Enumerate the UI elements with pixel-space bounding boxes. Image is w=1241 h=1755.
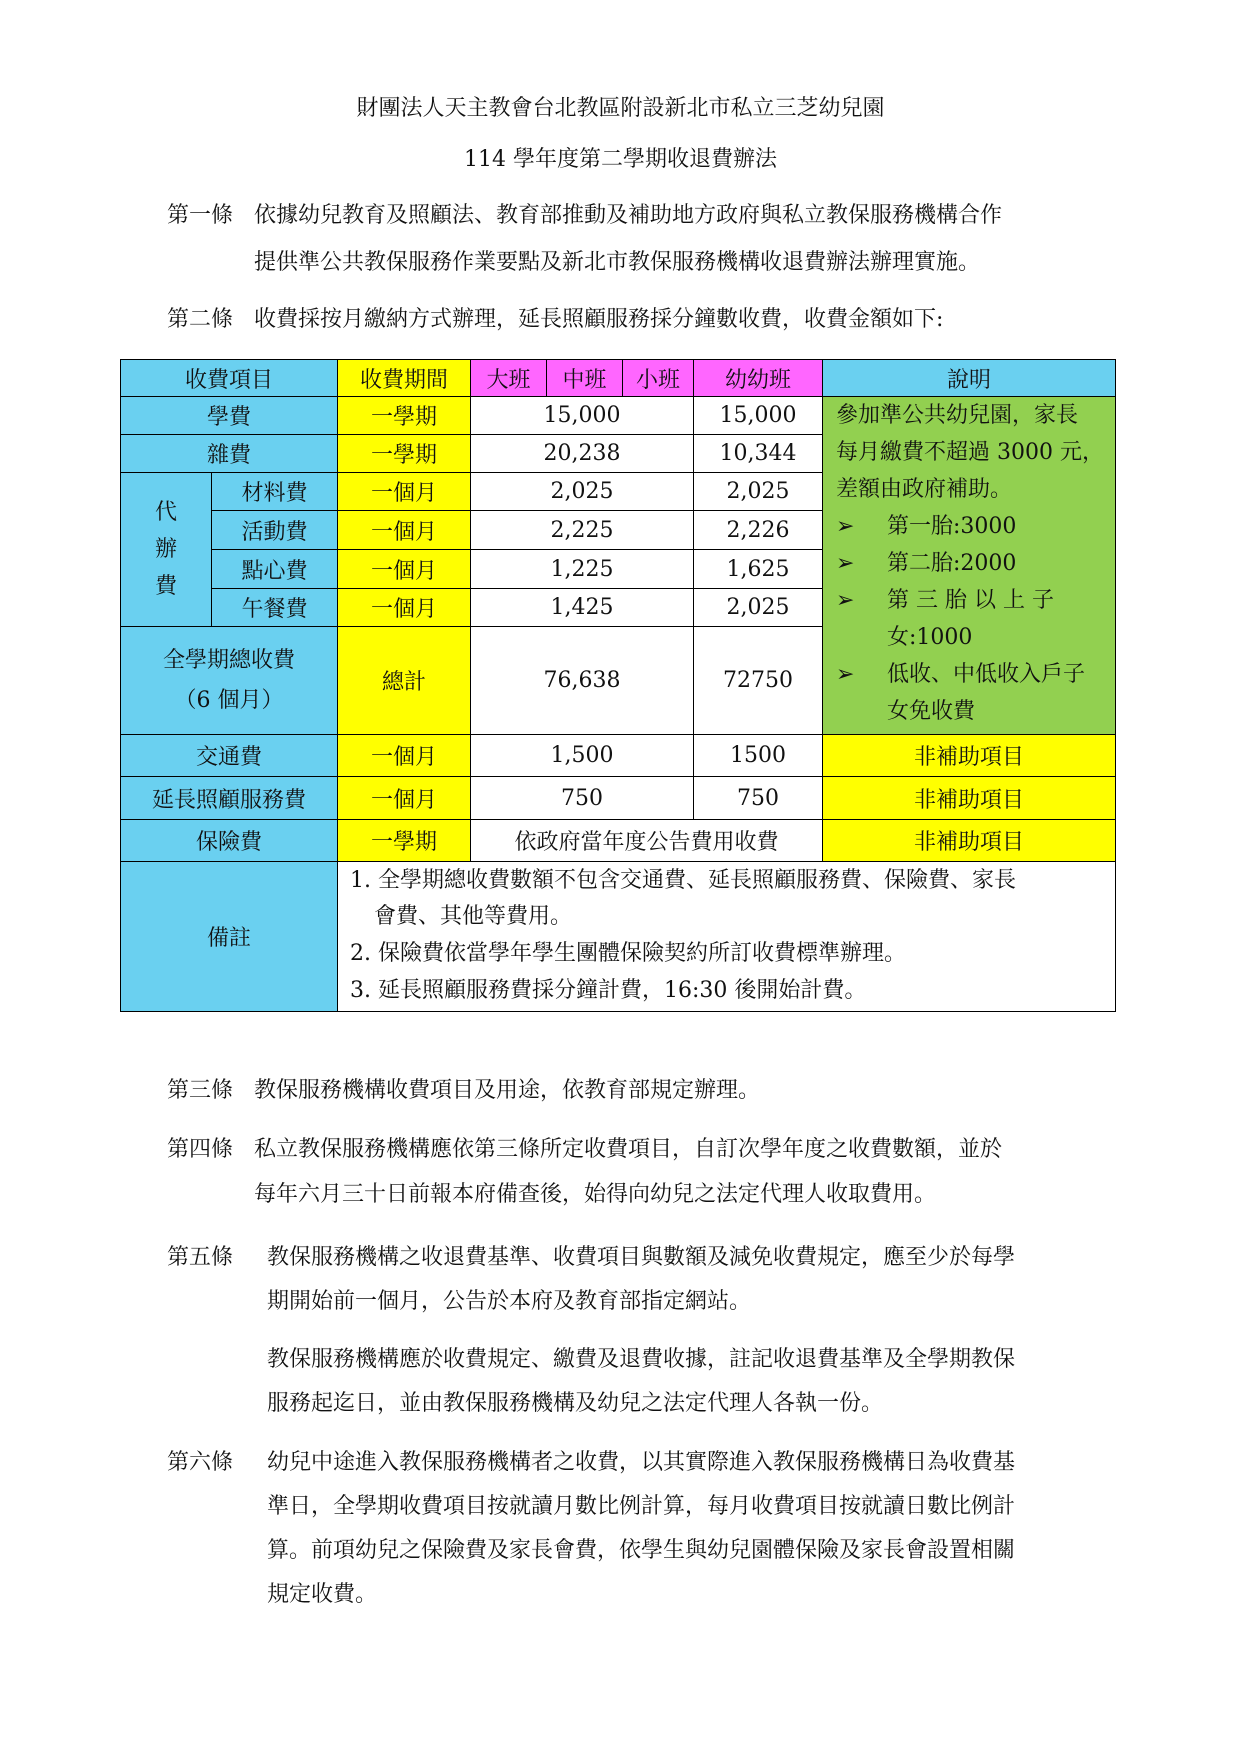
article-6-line4: 規定收費。 [267,1582,378,1607]
daiban-char-1: 代 [154,500,177,525]
arrow-bullet-icon: ➢ [836,551,855,576]
row-transport-amount-a: 1,500 [470,734,694,777]
total-label-line1: 全學期總收費 [162,647,295,673]
desc-bullet1: 第一胎:3000 [887,514,1017,539]
row-daiban-label [120,472,212,627]
desc-line2: 每月繳費不超過 3000 元， [836,440,1104,465]
row-insurance-period: 一學期 [337,819,471,862]
row-total-label [120,626,338,735]
header-big-class: 大班 [470,359,547,397]
row-material-period: 一個月 [337,472,471,511]
arrow-bullet-icon: ➢ [836,588,855,613]
article-2-label: 第二條 [167,307,234,332]
row-total-amount-b: 72750 [693,626,823,735]
remark-1a: 1. 全學期總收費數額不包含交通費、延長照顧服務費、保險費、家長 [350,868,1016,893]
row-extended-note: 非補助項目 [822,776,1116,820]
row-lunch-amount-a: 1,425 [470,588,694,627]
row-material-label: 材料費 [211,472,338,511]
article-2-line1: 收費採按月繳納方式辦理，延長照顧服務採分鐘數收費，收費金額如下: [254,307,944,332]
total-label-line2: （6 個月） [174,687,284,713]
row-snack-period: 一個月 [337,549,471,589]
arrow-bullet-icon: ➢ [836,662,855,687]
row-activity-amount-b: 2,226 [693,510,823,550]
row-activity-period: 一個月 [337,510,471,550]
row-tuition-period: 一學期 [337,396,471,435]
row-extended-amount-a: 750 [470,776,694,820]
article-6-label: 第六條 [167,1450,234,1475]
row-insurance-label: 保險費 [120,819,338,862]
row-snack-amount-a: 1,225 [470,549,694,589]
header-period: 收費期間 [337,359,471,397]
description-box [822,396,1116,735]
daiban-char-3: 費 [154,574,177,599]
daiban-char-2: 辦 [154,537,177,562]
article-4-line2: 每年六月三十日前報本府備查後，始得向幼兒之法定代理人收取費用。 [254,1182,937,1207]
org-name: 財團法人天主教會台北教區附設新北市私立三芝幼兒園 [356,96,885,121]
row-extended-label: 延長照顧服務費 [120,776,338,820]
article-4-label: 第四條 [167,1137,234,1162]
row-snack-label: 點心費 [211,549,338,589]
article-1-line1: 依據幼兒教育及照顧法、教育部推動及補助地方政府與私立教保服務機構合作 [254,203,1003,228]
row-tuition-amount-b: 15,000 [693,396,823,435]
remark-2: 2. 保險費依當學年學生團體保險契約所訂收費標準辦理。 [350,941,906,966]
header-description: 說明 [822,359,1116,397]
article-1-line2: 提供準公共教保服務作業要點及新北市教保服務機構收退費辦法辦理實施。 [254,250,981,275]
row-activity-label: 活動費 [211,510,338,550]
row-total-period: 總計 [337,626,471,735]
row-transport-amount-b: 1500 [693,734,823,777]
row-transport-label: 交通費 [120,734,338,777]
desc-line1: 參加準公共幼兒園，家長 [836,403,1079,428]
desc-bullet4a: 低收、中低收入戶子 [887,662,1086,687]
remark-1b: 會費、其他等費用。 [374,904,573,929]
row-misc-amount-a: 20,238 [470,434,694,473]
row-transport-note: 非補助項目 [822,734,1116,777]
row-remarks-label: 備註 [120,861,338,1012]
row-activity-amount-a: 2,225 [470,510,694,550]
article-5-line3: 教保服務機構應於收費規定、繳費及退費收據，註記收退費基準及全學期教保 [267,1347,1016,1372]
row-tuition-amount-a: 15,000 [470,396,694,435]
row-lunch-period: 一個月 [337,588,471,627]
row-material-amount-b: 2,025 [693,472,823,511]
desc-bullet4b: 女免收費 [887,699,976,724]
row-misc-period: 一學期 [337,434,471,473]
row-misc-amount-b: 10,344 [693,434,823,473]
row-material-amount-a: 2,025 [470,472,694,511]
row-insurance-note: 非補助項目 [822,819,1116,862]
article-5-line1: 教保服務機構之收退費基準、收費項目與數額及減免收費規定，應至少於每學 [267,1245,1016,1270]
header-mid-class: 中班 [546,359,623,397]
header-small-class: 小班 [622,359,694,397]
row-insurance-amount: 依政府當年度公告費用收費 [470,819,823,862]
row-total-amount-a: 76,638 [470,626,694,735]
article-5-label: 第五條 [167,1245,234,1270]
desc-bullet3a: 第 三 胎 以 上 子 [887,588,1054,613]
header-item: 收費項目 [120,359,338,397]
row-transport-period: 一個月 [337,734,471,777]
desc-bullet2: 第二胎:2000 [887,551,1017,576]
row-tuition-label: 學費 [120,396,338,435]
arrow-bullet-icon: ➢ [836,514,855,539]
article-3-label: 第三條 [167,1078,234,1103]
article-5-line2: 期開始前一個月，公告於本府及教育部指定網站。 [267,1289,752,1314]
article-5-line4: 服務起迄日，並由教保服務機構及幼兒之法定代理人各執一份。 [267,1391,884,1416]
article-6-line3: 算。前項幼兒之保險費及家長會費，依學生與幼兒園體保險及家長會設置相關 [267,1538,1016,1563]
article-6-line1: 幼兒中途進入教保服務機構者之收費，以其實際進入教保服務機構日為收費基 [267,1450,1016,1475]
desc-line3: 差額由政府補助。 [836,477,1013,502]
remark-3: 3. 延長照顧服務費採分鐘計費，16:30 後開始計費。 [350,978,867,1003]
row-misc-label: 雜費 [120,434,338,473]
row-snack-amount-b: 1,625 [693,549,823,589]
article-4-line1: 私立教保服務機構應依第三條所定收費項目，自訂次學年度之收費數額，並於 [254,1137,1003,1162]
row-extended-period: 一個月 [337,776,471,820]
remarks-box [337,861,1116,1012]
article-1-label: 第一條 [167,203,234,228]
row-lunch-amount-b: 2,025 [693,588,823,627]
desc-bullet3b: 女:1000 [887,625,973,650]
row-extended-amount-b: 750 [693,776,823,820]
header-toddler-class: 幼幼班 [693,359,823,397]
page-title: 114 學年度第二學期收退費辦法 [464,147,777,172]
article-3-line1: 教保服務機構收費項目及用途，依教育部規定辦理。 [254,1078,761,1103]
row-lunch-label: 午餐費 [211,588,338,627]
article-6-line2: 準日，全學期收費項目按就讀月數比例計算，每月收費項目按就讀日數比例計 [267,1494,1016,1519]
